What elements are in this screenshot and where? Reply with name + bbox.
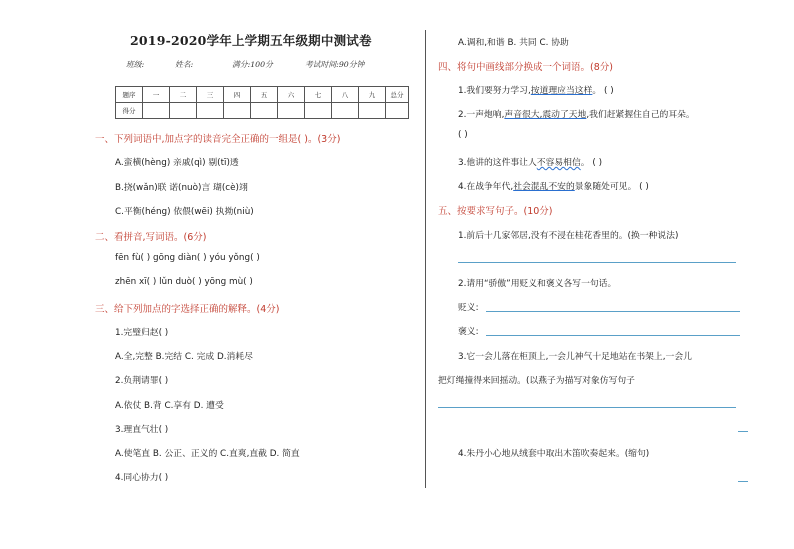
pinyin-row-1: fēn fù( ) gōng diàn( ) yóu yǒng( ) — [115, 253, 260, 263]
table-cell: 八 — [332, 87, 359, 103]
score-cell[interactable] — [251, 103, 278, 119]
table-cell: 总分 — [386, 87, 409, 103]
exam-time: 考试时间:90分钟 — [305, 60, 365, 69]
section-4-heading: 四、将句中画线部分换成一个词语。(8分) — [438, 62, 613, 73]
text: 4.在战争年代, — [458, 182, 514, 192]
section-3-heading: 三、给下列加点的字选择正确的解释。(4分) — [95, 304, 280, 315]
name-label: 姓名: — [175, 60, 194, 69]
answer-line-end — [738, 481, 748, 482]
answer-line[interactable] — [458, 262, 736, 263]
s3-question-4: 4.同心协力( ) — [115, 473, 169, 483]
s3-question-2: 2.负荆请罪( ) — [115, 376, 169, 386]
s4-question-1 — [458, 83, 614, 96]
pejorative-label: 贬义: — [458, 303, 479, 313]
answer-line[interactable] — [438, 407, 736, 408]
score-cell[interactable] — [170, 103, 197, 119]
table-cell: 九 — [359, 87, 386, 103]
score-cell[interactable] — [224, 103, 251, 119]
s5-question-3-line-1: 3.它一会儿落在柜顶上,一会儿神气十足地站在书架上,一会儿 — [458, 352, 692, 362]
score-cell[interactable] — [197, 103, 224, 119]
s3-question-2-options: A.依仗 B.背 C.享有 D. 遭受 — [115, 401, 224, 411]
column-divider — [425, 30, 426, 488]
s3-question-4-options: A.调和,和谐 B. 共同 C. 协助 — [458, 38, 569, 48]
s3-question-1: 1.完璧归赵( ) — [115, 328, 169, 338]
table-cell: 题序 — [116, 87, 143, 103]
table-cell: 得分 — [116, 103, 143, 119]
s5-question-2: 2.请用“骄傲”用贬义和褒义各写一句话。 — [458, 279, 617, 289]
full-score: 满分:100分 — [232, 60, 273, 69]
pinyin-row-2: zhēn xī( ) lǔn duò( ) yōng mù( ) — [115, 277, 253, 287]
answer-line[interactable] — [486, 311, 740, 312]
class-label: 班级: — [126, 60, 145, 69]
s5-question-3-line-2: 把灯绳撞得来回摇动。(以燕子为描写对象仿写句子 — [438, 376, 635, 386]
score-cell[interactable] — [143, 103, 170, 119]
q1-option-b: B.挠(wǎn)联 诺(nuò)言 瑚(cè)翊 — [115, 183, 248, 193]
underlined-phrase: 不容易相信 — [536, 158, 581, 168]
s4-question-4 — [458, 179, 649, 192]
text: 景象随处可见。 ( ) — [574, 182, 649, 192]
text: 2.一声炮响, — [458, 110, 505, 120]
q1-option-a: A.蛮横(hèng) 亲戚(qì) 剔(tī)透 — [115, 158, 239, 168]
s5-question-1: 1.前后十几家邻居,没有不浸在桂花香里的。(换一种说法) — [458, 231, 679, 241]
table-cell: 六 — [278, 87, 305, 103]
score-cell[interactable] — [332, 103, 359, 119]
score-cell[interactable] — [278, 103, 305, 119]
s4-question-3 — [458, 155, 602, 168]
text: ,我们赶紧握住自己的耳朵。 — [586, 110, 695, 120]
answer-line-end — [738, 431, 748, 432]
commendatory-label: 褒义: — [458, 327, 479, 337]
underlined-phrase: 按道理应当这样 — [530, 86, 593, 96]
table-cell: 五 — [251, 87, 278, 103]
score-table-header-row — [116, 87, 409, 103]
table-cell: 一 — [143, 87, 170, 103]
score-table-score-row — [116, 103, 409, 119]
score-cell[interactable] — [305, 103, 332, 119]
text: 1.我们要努力学习, — [458, 86, 531, 96]
text: 3.他讲的这件事让人 — [458, 158, 537, 168]
score-cell[interactable] — [359, 103, 386, 119]
table-cell: 三 — [197, 87, 224, 103]
section-2-heading: 二、看拼音,写词语。(6分) — [95, 232, 207, 243]
q1-option-c: C.平衡(héng) 依偎(wēi) 执拗(niù) — [115, 207, 254, 217]
section-1-heading: 一、下列词语中,加点字的读音完全正确的一组是( )。(3分) — [95, 134, 341, 145]
s4-question-2 — [458, 107, 695, 120]
table-cell: 二 — [170, 87, 197, 103]
s3-question-1-options: A.全,完整 B.完结 C. 完成 D.消耗尽 — [115, 352, 253, 362]
table-cell: 七 — [305, 87, 332, 103]
s4-question-2-blank[interactable]: ( ) — [458, 130, 468, 140]
s3-question-3-options: A.使笔直 B. 公正、正义的 C.直爽,直截 D. 简直 — [115, 449, 300, 459]
text: 。 ( ) — [592, 86, 614, 96]
s5-question-4: 4.朱丹小心地从绒套中取出木笛吹奏起来。(缩句) — [458, 449, 650, 459]
s3-question-3: 3.理直气壮( ) — [115, 425, 169, 435]
page-title: 2019-2020学年上学期五年级期中测试卷 — [130, 33, 372, 48]
underlined-phrase: 社会混乱不安的 — [513, 182, 575, 192]
answer-line[interactable] — [486, 335, 740, 336]
underlined-phrase: 声音很大,震动了天地 — [504, 110, 587, 120]
table-cell: 四 — [224, 87, 251, 103]
score-cell[interactable] — [386, 103, 409, 119]
section-5-heading: 五、按要求写句子。(10分) — [438, 206, 553, 217]
text: 。 ( ) — [580, 158, 603, 168]
score-table — [115, 86, 409, 119]
